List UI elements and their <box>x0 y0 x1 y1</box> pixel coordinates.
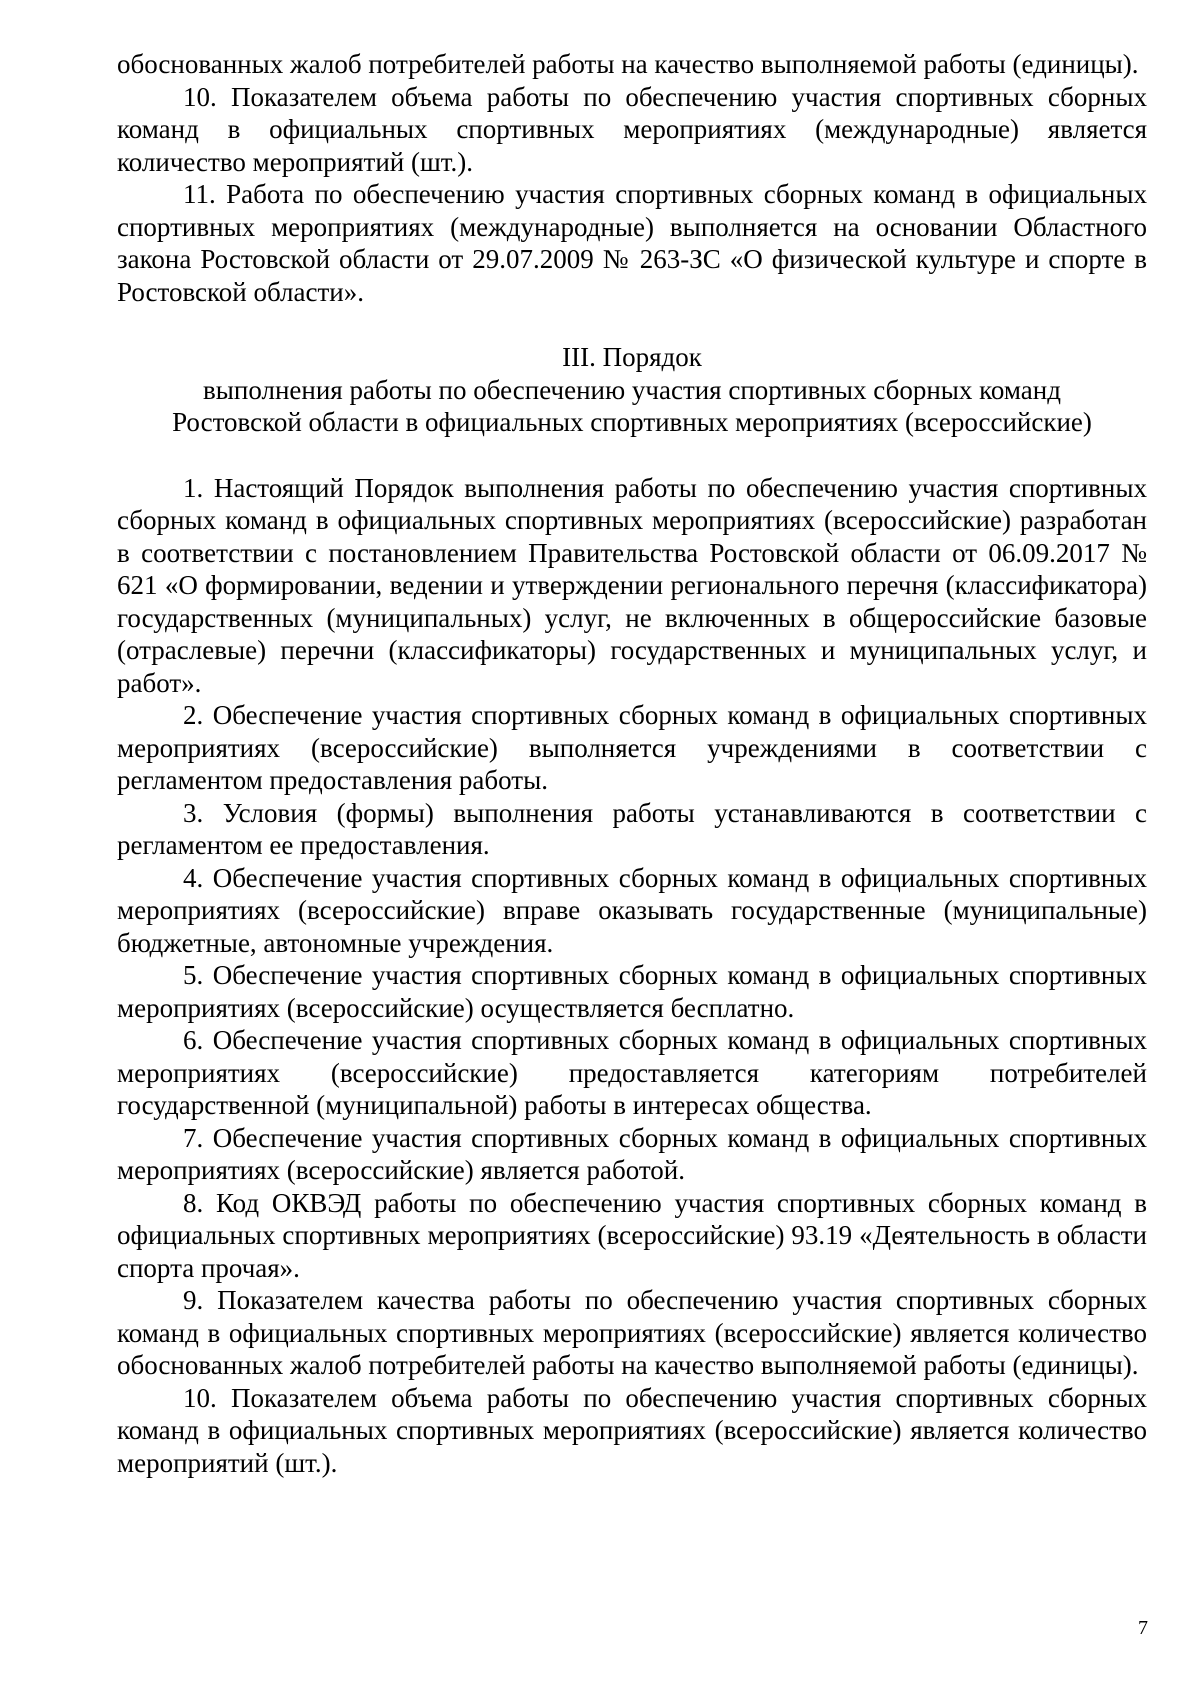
document-page <box>117 48 1147 1479</box>
paragraph-3: 3. Условия (формы) выполнения работы устанавливаются в соответствии с регламентом ее предоставления. <box>117 797 1147 860</box>
paragraph-2: 2. Обеспечение участия спортивных сборных команд в официальных спортивных мероприятиях (всероссийские) выполняется учреждениями в соответствии с регламентом предоставления работы. <box>117 700 1147 795</box>
paragraph-10: 10. Показателем объема работы по обеспечению участия спортивных сборных команд в официальных спортивных мероприятиях (всероссийские) является количество мероприятий (шт.). <box>117 1382 1147 1478</box>
paragraph-6: 6. Обеспечение участия спортивных сборных команд в официальных спортивных мероприятиях (всероссийские) предоставляется категориям потребителей государственной (муниципальной) работы в интересах общества. <box>117 1025 1147 1120</box>
paragraph-11-international: 11. Работа по обеспечению участия спортивных сборных команд в официальных спортивных мероприятиях (международные) выполняется на основании Областного закона Ростовской области от 29.07.2009 № 263-ЗС «О физической культуре и спорте в Ростовской области». <box>117 179 1147 307</box>
page-number: 7 <box>1138 1617 1148 1639</box>
section-heading-subtitle-1: выполнения работы по обеспечению участия спортивных сборных команд <box>203 374 1061 405</box>
paragraph-10-international: 10. Показателем объема работы по обеспечению участия спортивных сборных команд в официальных спортивных мероприятиях (международные) является количество мероприятий (шт.). <box>117 81 1147 177</box>
paragraph-7: 7. Обеспечение участия спортивных сборных команд в официальных спортивных мероприятиях (всероссийские) является работой. <box>117 1122 1147 1185</box>
section-heading-subtitle-2: Ростовской области в официальных спортивных мероприятиях (всероссийские) <box>172 407 1092 437</box>
spacer <box>117 439 1147 472</box>
paragraph-5: 5. Обеспечение участия спортивных сборных команд в официальных спортивных мероприятиях (всероссийские) осуществляется бесплатно. <box>117 960 1147 1023</box>
spacer <box>117 308 1147 341</box>
paragraph-8: 8. Код ОКВЭД работы по обеспечению участия спортивных сборных команд в официальных спортивных мероприятиях (всероссийские) 93.19 «Деятельность в области спорта прочая». <box>117 1187 1147 1283</box>
paragraph-1: 1. Настоящий Порядок выполнения работы по обеспечению участия спортивных сборных команд в официальных спортивных мероприятиях (всероссийские) разработан в соответствии с постановлением Правительства Ростовской области от 06.09.2017 № 621 «О формировании, ведении и утверждении регионального перечня (классификатора) государственных (муниципальных) услуг, не включенных в общероссийские базовые (отраслевые) перечни (классификаторы) государственных и муниципальных услуг, и работ». <box>117 472 1147 698</box>
paragraph-9: 9. Показателем качества работы по обеспечению участия спортивных сборных команд в официальных спортивных мероприятиях (всероссийские) является количество обоснованных жалоб потребителей работы на качество выполняемой работы (единицы). <box>117 1285 1147 1380</box>
section-heading-title: III. Порядок <box>562 342 702 372</box>
continuation-paragraph: обоснованных жалоб потребителей работы на качество выполняемой работы (единицы). <box>117 49 1139 79</box>
paragraph-4: 4. Обеспечение участия спортивных сборных команд в официальных спортивных мероприятиях (всероссийские) вправе оказывать государственные (муниципальные) бюджетные, автономные учреждения. <box>117 862 1147 958</box>
